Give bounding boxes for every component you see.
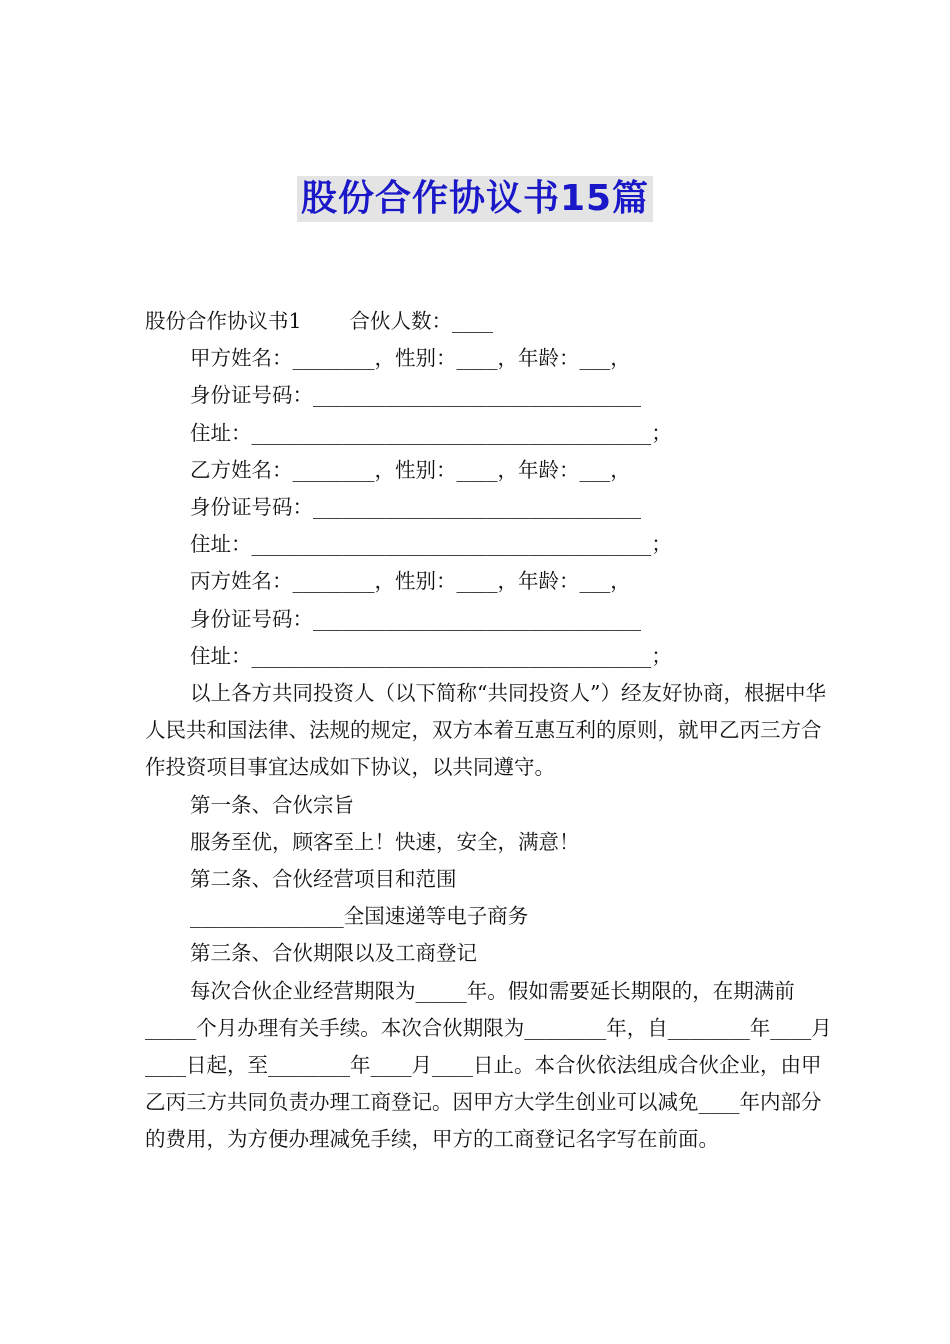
header-line <box>145 303 835 340</box>
article-1-text: 服务至优，顾客至上！快速，安全，满意！ <box>190 829 580 854</box>
document-title: 股份合作协议书15篇 <box>297 176 653 222</box>
party-c-info: 丙方姓名：________，性别：____，年龄：___， <box>190 569 631 594</box>
party-c-address: 住址：_______________________________________； <box>190 643 672 668</box>
party-b-address: 住址：_______________________________________； <box>190 532 672 557</box>
title-wrap <box>0 176 950 222</box>
party-a-address: 住址：_______________________________________； <box>190 420 672 445</box>
agreement-number: 股份合作协议书1 <box>145 309 302 333</box>
party-b-id: 身份证号码：________________________________ <box>190 495 641 520</box>
article-2-heading: 第二条、合伙经营项目和范围 <box>190 867 457 892</box>
party-a-id: 身份证号码：________________________________ <box>190 383 641 408</box>
article-3-paragraph: 每次合伙企业经营期限为_____年。假如需要延长期限的，在期满前_____个月办理有关手续。本次合伙期限为________年，自________年____月____日起，至________年____月____日止。本合伙依法组成合伙企业，由甲乙丙三方共同负责办理工商登记。因甲方大学生创业可以减免____年内部分的费用，为方便办理减免手续，甲方的工商登记名字写在前面。 <box>145 978 832 1152</box>
document-body <box>145 303 835 1159</box>
preamble-paragraph: 以上各方共同投资人（以下简称“共同投资人”）经友好协商，根据中华人民共和国法律、法规的规定，双方本着互惠互利的原则，就甲乙丙三方合作投资项目事宜达成如下协议，以共同遵守。 <box>145 681 826 780</box>
article-2-text: _______________全国速递等电子商务 <box>190 904 529 929</box>
partner-count: 合伙人数：____ <box>349 309 494 333</box>
party-c-id: 身份证号码：________________________________ <box>190 606 641 631</box>
article-3-heading: 第三条、合伙期限以及工商登记 <box>190 941 477 966</box>
party-a-info: 甲方姓名：________，性别：____，年龄：___， <box>190 346 631 371</box>
article-1-heading: 第一条、合伙宗旨 <box>190 792 354 817</box>
party-b-info: 乙方姓名：________，性别：____，年龄：___， <box>190 457 631 482</box>
